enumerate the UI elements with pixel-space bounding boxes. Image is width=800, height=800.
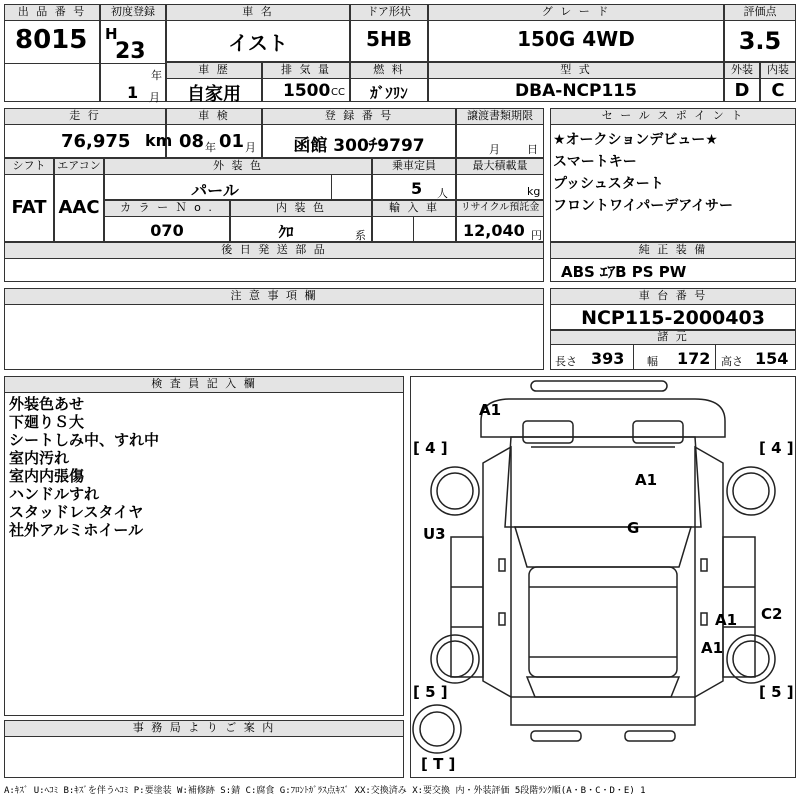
shift-cell — [4, 158, 54, 242]
transfer-month-unit: 月 — [489, 143, 500, 156]
exterior-score-label: 外装 — [725, 63, 759, 79]
inspection-cell — [166, 108, 262, 158]
sales-point-item: プッシュスタート — [553, 176, 664, 192]
score-value: 3.5 — [738, 27, 782, 55]
inspector-note: 外装色あせ — [9, 395, 85, 413]
damage-mark-hood: A1 — [635, 471, 658, 489]
inspection-year-unit: 年 — [205, 141, 216, 154]
capacity-cell — [372, 158, 456, 200]
inspector-note: ハンドルすれ — [9, 485, 100, 503]
model-cell — [428, 62, 724, 102]
equipment-label: 純 正 装 備 — [551, 243, 795, 259]
equipment-value: ABS ｴｱB PS PW — [561, 263, 687, 281]
damage-mark-roof: G — [627, 519, 640, 537]
later-parts-label: 後 日 発 送 部 品 — [5, 243, 543, 259]
grade-label: グ レ ー ド — [429, 5, 723, 21]
first-registration-month: 1 — [127, 83, 139, 102]
inspection-month: 01 — [219, 131, 245, 152]
later-parts-cell — [4, 242, 544, 282]
color-number-label: カ ラ ー Ｎ o . — [105, 201, 229, 217]
car-name-cell — [166, 4, 350, 62]
inspector-note: 室内汚れ — [9, 449, 70, 467]
shift-value: FAT — [11, 197, 47, 218]
displacement-unit: CC — [331, 87, 345, 98]
color-cell — [104, 158, 372, 200]
plate-cell — [262, 108, 456, 158]
interior-color-label: 内 装 色 — [231, 201, 371, 217]
import-label: 輸 入 車 — [373, 201, 455, 217]
office-info-cell — [4, 720, 404, 778]
mileage-label: 走 行 — [5, 109, 165, 125]
spare-tire: [ T ] — [421, 755, 456, 773]
history-value: 自家用 — [187, 84, 241, 105]
legend-text: A:ｷｽﾞ U:ﾍｺﾐ B:ｷｽﾞを伴うﾍｺﾐ P:要塗装 W:補修跡 S:錆 C:腐食 G:ﾌﾛﾝﾄｶﾞﾗｽ点ｷｽﾞ XX:交換済み X:要交換 内・外装評価 5段階ﾗﾝｸ順(A・B・C・D・E) 1 — [4, 786, 646, 796]
history-label: 車 歴 — [167, 63, 261, 79]
length-label: 長さ — [555, 355, 577, 368]
model-label: 型 式 — [429, 63, 723, 79]
color-label: 外 装 色 — [105, 159, 371, 175]
fuel-value: ｶﾞｿﾘﾝ — [370, 84, 408, 102]
chassis-value: NCP115-2000403 — [581, 307, 765, 329]
inspector-note: 下廻りＳ大 — [9, 413, 85, 431]
capacity-label: 乗車定員 — [373, 159, 455, 175]
first-registration-month-unit: 月 — [149, 91, 160, 104]
car-name-label: 車 名 — [167, 5, 349, 21]
width-label: 幅 — [647, 355, 658, 368]
recycle-label: リサイクル預託金 — [457, 201, 543, 217]
notes-cell — [4, 288, 544, 370]
dimensions-label: 諸 元 — [551, 331, 795, 345]
color-number-value: 070 — [150, 221, 184, 240]
inspector-note: 社外アルミホイール — [9, 521, 144, 539]
fuel-cell — [350, 62, 428, 102]
capacity-unit: 人 — [437, 187, 448, 200]
interior-color-value: ｸﾛ — [278, 223, 294, 241]
sales-point-item: スマートキー — [553, 154, 637, 170]
exterior-score-cell — [724, 62, 760, 102]
car-name-value: イスト — [228, 31, 288, 55]
height-label: 高さ — [721, 355, 743, 368]
aircon-label: エアコン — [55, 159, 103, 175]
transfer-day-unit: 日 — [527, 143, 538, 156]
interior-color-unit: 系 — [355, 229, 366, 242]
grade-cell — [428, 4, 724, 62]
lot-number-label: 出 品 番 号 — [5, 5, 99, 21]
equipment-cell — [550, 242, 796, 282]
tire-front-left: [ 4 ] — [413, 439, 448, 457]
door-type-label: ドア形状 — [351, 5, 427, 21]
aircon-cell — [54, 158, 104, 242]
plate-label: 登 録 番 号 — [263, 109, 455, 125]
first-registration-label: 初度登録 — [101, 5, 165, 21]
tire-front-right: [ 4 ] — [759, 439, 794, 457]
interior-score-cell — [760, 62, 796, 102]
sales-points-label: セ ー ル ス ポ イ ン ト — [551, 109, 795, 125]
first-registration-era: H — [105, 25, 118, 43]
grade-value: 150G 4WD — [517, 27, 635, 51]
mileage-unit: km — [145, 131, 173, 150]
sales-points-cell — [550, 108, 796, 242]
door-type-value: 5HB — [366, 27, 412, 51]
chassis-cell — [550, 288, 796, 330]
width-value: 172 — [677, 349, 711, 368]
inspector-notes-cell — [4, 376, 404, 716]
notes-label: 注 意 事 項 欄 — [5, 289, 543, 305]
inspection-month-unit: 月 — [245, 141, 256, 154]
car-diagram — [410, 376, 796, 778]
lot-number-cell — [4, 4, 100, 102]
chassis-label: 車 台 番 号 — [551, 289, 795, 305]
model-value: DBA-NCP115 — [515, 81, 637, 101]
sales-point-item: ★オークションデビュー★ — [553, 132, 718, 148]
tire-rear-left: [ 5 ] — [413, 683, 448, 701]
mileage-cell — [4, 108, 173, 158]
displacement-cell — [262, 62, 350, 102]
plate-value: 函館 300ﾁ9797 — [293, 136, 425, 156]
interior-color-cell — [230, 200, 372, 242]
history-cell — [166, 62, 262, 105]
max-load-cell — [456, 158, 544, 200]
first-registration-cell — [100, 4, 166, 102]
inspector-note: 室内内張傷 — [9, 467, 85, 485]
first-registration-year: 23 — [115, 39, 146, 64]
tire-rear-right: [ 5 ] — [759, 683, 794, 701]
mileage-value: 76,975 — [61, 131, 131, 152]
damage-mark-rear-right-door: A1 — [715, 611, 738, 629]
inspection-label: 車 検 — [167, 109, 261, 125]
aircon-value: AAC — [58, 197, 100, 218]
length-value: 393 — [591, 349, 625, 368]
recycle-unit: 円 — [531, 229, 542, 242]
office-info-label: 事 務 局 よ り ご 案 内 — [5, 721, 403, 737]
exterior-score-value: D — [734, 80, 750, 101]
car-outline — [411, 377, 795, 777]
max-load-unit: kg — [527, 185, 541, 198]
color-value: パール — [191, 181, 239, 200]
damage-mark-rear-fender: A1 — [701, 639, 724, 657]
inspection-year: 08 — [179, 131, 205, 152]
fuel-label: 燃 料 — [351, 63, 427, 79]
interior-score-value: C — [771, 80, 785, 101]
damage-mark-left-side: U3 — [423, 525, 446, 543]
shift-label: シフト — [5, 159, 53, 175]
transfer-cell — [456, 108, 544, 158]
interior-score-label: 内装 — [761, 63, 795, 79]
max-load-label: 最大積載量 — [457, 159, 543, 175]
recycle-value: 12,040 — [463, 221, 525, 240]
damage-mark-front: A1 — [479, 401, 502, 419]
color-number-cell — [104, 200, 230, 242]
recycle-cell — [456, 200, 544, 242]
first-registration-year-unit: 年 — [151, 69, 162, 82]
displacement-value: 1500 — [283, 81, 331, 101]
score-label: 評価点 — [725, 5, 795, 21]
inspector-notes-label: 検 査 員 記 入 欄 — [5, 377, 403, 393]
inspector-note: スタッドレスタイヤ — [9, 503, 144, 521]
import-cell — [372, 200, 456, 242]
door-type-cell — [350, 4, 428, 62]
height-value: 154 — [755, 349, 789, 368]
displacement-label: 排 気 量 — [263, 63, 349, 79]
lot-number-value: 8015 — [15, 25, 88, 55]
transfer-label: 譲渡書類期限 — [457, 109, 543, 125]
dimensions-cell — [550, 330, 796, 370]
inspector-note: シートしみ中、すれ中 — [9, 431, 160, 449]
capacity-value: 5 — [411, 179, 423, 198]
score-cell — [724, 4, 796, 62]
sales-point-item: フロントワイパーデアイサー — [553, 198, 734, 214]
damage-mark-right-rear: C2 — [761, 605, 783, 623]
